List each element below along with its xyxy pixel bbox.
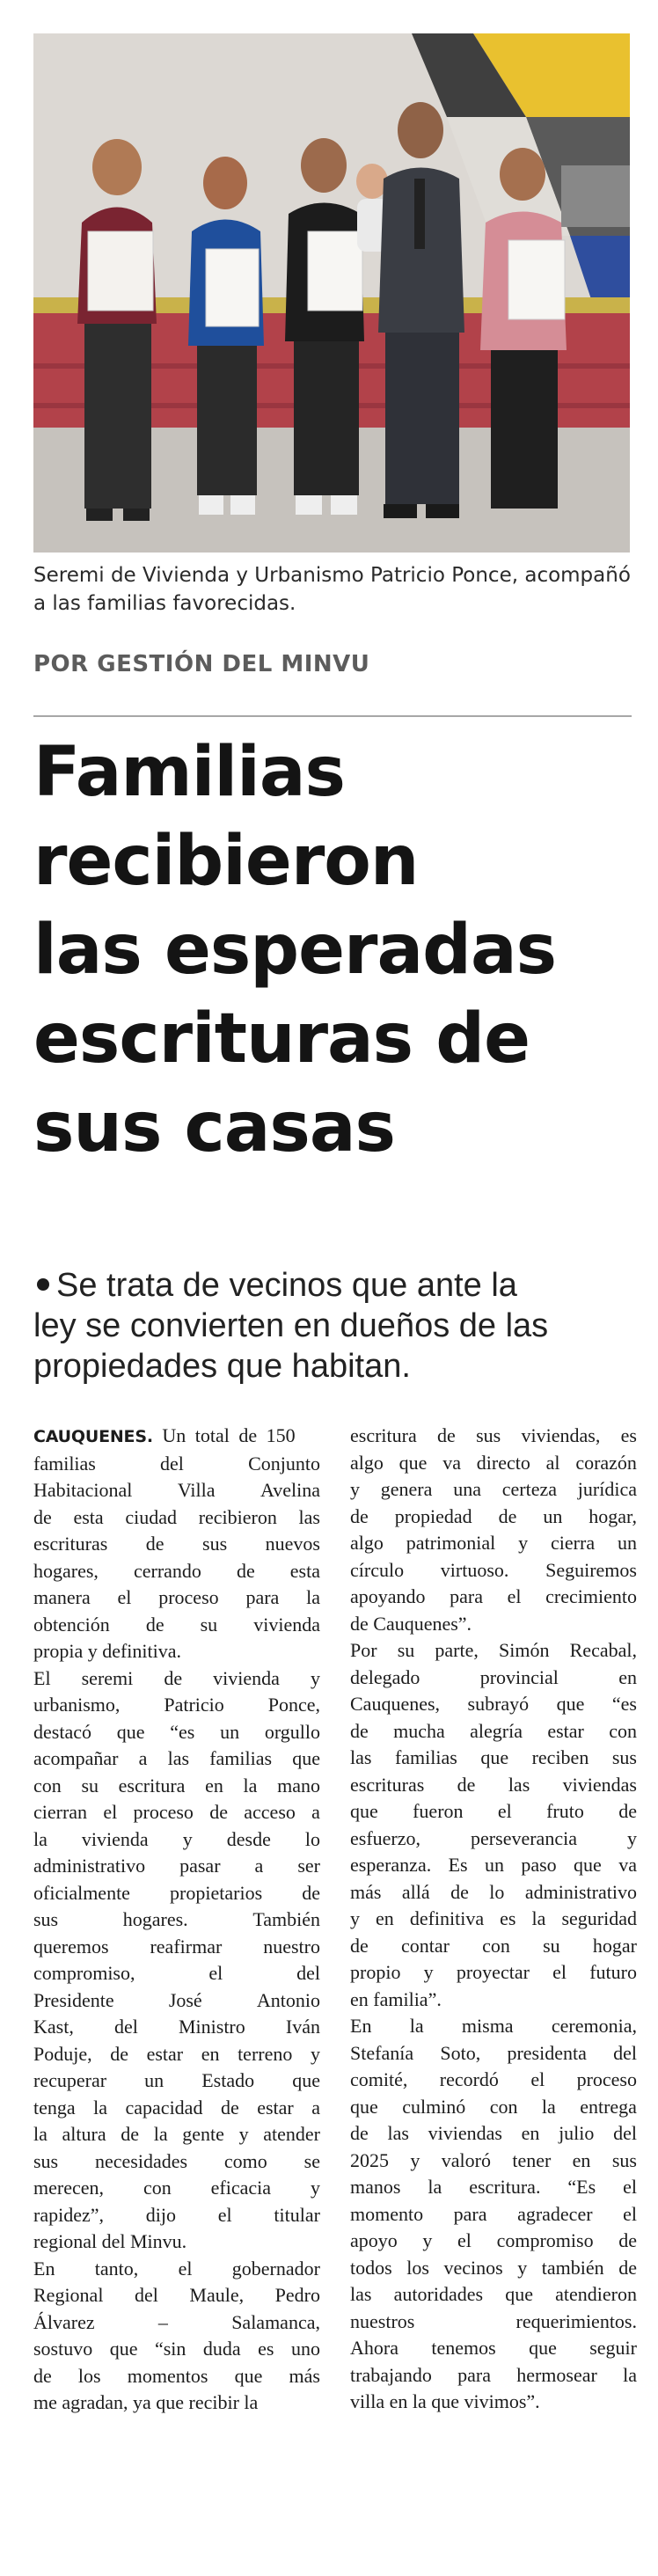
- subheadline: [33, 1265, 640, 1387]
- body-line: manos la escritura. “Es el: [350, 2176, 637, 2198]
- body-line: la altura de la gente y atender: [33, 2123, 320, 2145]
- headline: [33, 728, 640, 1173]
- body-column-left: [33, 1423, 320, 2417]
- body-line: de los momentos que más: [33, 2364, 320, 2387]
- body-line: las familias que reciben sus: [350, 1746, 637, 1768]
- body-line: Álvarez – Salamanca,: [33, 2310, 320, 2333]
- body-column-right: [350, 1423, 637, 2416]
- body-line: escrituras de sus nuevos: [33, 1533, 320, 1555]
- body-line: Poduje, de estar en terreno y: [33, 2042, 320, 2065]
- body-line: de mucha alegría estar con: [350, 1719, 637, 1742]
- body-line: Presidente José Antonio: [33, 1988, 320, 2011]
- body-line: recuperar un Estado que: [33, 2069, 320, 2091]
- body-line: destacó que “es un orgullo: [33, 1720, 320, 1743]
- photo-caption: [33, 561, 632, 618]
- headline-line: Familias: [33, 733, 345, 812]
- body-line: de Cauquenes”.: [350, 1612, 472, 1635]
- headline-line: recibieron: [33, 822, 419, 901]
- body-line: trabajando para hermosear la: [350, 2363, 637, 2386]
- body-line: de propiedad de un hogar,: [350, 1504, 637, 1527]
- body-line: Cauquenes, subrayó que “es: [350, 1693, 637, 1715]
- body-line: apoyo y el compromiso de: [350, 2229, 637, 2251]
- body-line: El seremi de vivienda y: [33, 1666, 320, 1689]
- body-line: urbanismo, Patricio Ponce,: [33, 1694, 320, 1716]
- body-line: momento para agradecer el: [350, 2202, 637, 2225]
- body-line: todos los vecinos y también de: [350, 2256, 637, 2279]
- body-line: Ahora tenemos que seguir: [350, 2337, 637, 2359]
- body-line: familias del Conjunto: [33, 1452, 320, 1475]
- bullet-icon: [37, 1278, 49, 1291]
- body-line: en familia”.: [350, 1987, 442, 2010]
- body-line: cierran el proceso de acceso a: [33, 1801, 320, 1823]
- body-line: apoyando para el crecimiento: [350, 1585, 637, 1607]
- body-line: esperanza. Es un paso que va: [350, 1854, 637, 1876]
- article-photo: [33, 33, 630, 553]
- body-line: Habitacional Villa Avelina: [33, 1479, 320, 1501]
- caption-line: Seremi de Vivienda y Urbanismo Patricio Ponce, acompañó: [33, 564, 631, 587]
- body-line: administrativo pasar a ser: [33, 1855, 320, 1877]
- body-line: hogares, cerrando de esta: [33, 1559, 320, 1582]
- body-line: de las viviendas en julio del: [350, 2122, 637, 2144]
- body-line: Regional del Maule, Pedro: [33, 2284, 320, 2306]
- body-line: Stefanía Soto, presidenta del: [350, 2041, 637, 2064]
- body-line: sus necesidades como se: [33, 2149, 320, 2172]
- body-line: propia y definitiva.: [33, 1640, 182, 1662]
- body-line: acompañar a las familias que: [33, 1747, 320, 1769]
- body-line: En la misma ceremonia,: [350, 2015, 637, 2037]
- body-line: esfuerzo, perseverancia y: [350, 1826, 637, 1849]
- body-line: Por su parte, Simón Recabal,: [350, 1639, 637, 1661]
- body-line: algo que va directo al corazón: [350, 1451, 637, 1474]
- body-line: delegado provincial en: [350, 1665, 637, 1688]
- body-line: CAUQUENES. Un total de 150: [33, 1424, 296, 1446]
- deck-line: propiedades que habitan.: [33, 1348, 411, 1385]
- body-line: las autoridades que atendieron: [350, 2283, 637, 2305]
- body-line: y genera una certeza jurídica: [350, 1478, 637, 1500]
- deck-line: Se trata de vecinos que ante la: [56, 1267, 517, 1304]
- body-line: de contar con su hogar: [350, 1934, 637, 1957]
- headline-line: las esperadas: [33, 911, 557, 990]
- body-line: compromiso, el del: [33, 1962, 320, 1984]
- body-line: sus hogares. También: [33, 1908, 320, 1930]
- headline-line: escrituras de: [33, 999, 530, 1079]
- deck-line: ley se convierten en dueños de las: [33, 1307, 549, 1344]
- body-line: y en definitiva es la seguridad: [350, 1907, 637, 1929]
- body-line: escrituras de las viviendas: [350, 1773, 637, 1796]
- body-line: propio y proyectar el futuro: [350, 1961, 637, 1983]
- kicker-divider: [33, 715, 632, 717]
- body-line: me agradan, ya que recibir la: [33, 2391, 259, 2413]
- body-line: regional del Minvu.: [33, 2230, 187, 2252]
- body-line: oficialmente propietarios de: [33, 1881, 320, 1904]
- body-line: 2025 y valoró tener en sus: [350, 2148, 637, 2171]
- body-line: Kast, del Ministro Iván: [33, 2016, 320, 2038]
- body-line: tenga la capacidad de estar a: [33, 2096, 320, 2119]
- body-line: sostuvo que “sin duda es uno: [33, 2338, 320, 2360]
- body-line: villa en la que vivimos”.: [350, 2390, 540, 2412]
- body-line: algo patrimonial y cierra un: [350, 1532, 637, 1554]
- body-line: obtención de su vivienda: [33, 1613, 320, 1636]
- body-line: círculo virtuoso. Seguiremos: [350, 1558, 637, 1581]
- body-line: rapidez”, dijo el titular: [33, 2203, 320, 2226]
- body-line: queremos reafirmar nuestro: [33, 1935, 320, 1958]
- caption-line: a las familias favorecidas.: [33, 592, 296, 615]
- body-line: En tanto, el gobernador: [33, 2257, 320, 2280]
- dateline: CAUQUENES.: [33, 1427, 153, 1446]
- families-photo-illustration: [33, 33, 630, 553]
- body-line: escritura de sus viviendas, es: [350, 1424, 637, 1446]
- headline-line: sus casas: [33, 1088, 395, 1167]
- body-line: más allá de lo administrativo: [350, 1880, 637, 1903]
- body-line: manera el proceso para la: [33, 1586, 320, 1608]
- body-line: merecen, con eficacia y: [33, 2177, 320, 2199]
- section-kicker: POR GESTIÓN DEL MINVU: [33, 651, 370, 677]
- body-line: que culminó con la entrega: [350, 2095, 637, 2118]
- body-line: nuestros requerimientos.: [350, 2309, 637, 2332]
- body-line: con su escritura en la mano: [33, 1774, 320, 1797]
- body-line: de esta ciudad recibieron las: [33, 1505, 320, 1528]
- body-line: que fueron el fruto de: [350, 1800, 637, 1822]
- body-line: comité, recordó el proceso: [350, 2068, 637, 2090]
- body-line: la vivienda y desde lo: [33, 1827, 320, 1850]
